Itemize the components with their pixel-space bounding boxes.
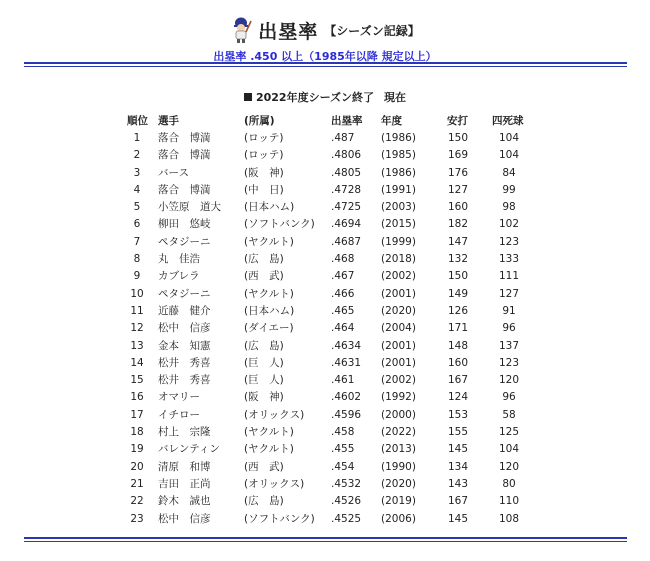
hits-cell: 167 — [447, 495, 469, 508]
team-cell: (オリックス) — [244, 477, 305, 490]
year-cell: (2015) — [381, 218, 416, 231]
player-cell: 近藤 健介 — [158, 304, 211, 317]
rank-cell: 2 — [133, 149, 141, 162]
obp-cell: .4602 — [331, 391, 362, 404]
rank-cell: 5 — [133, 201, 141, 214]
obp-cell: .4725 — [331, 201, 362, 214]
team-cell: (ヤクルト) — [244, 287, 294, 300]
team-cell: (西 武) — [244, 460, 284, 473]
obp-cell: .458 — [331, 426, 355, 439]
column-header-hits: 安打 — [447, 115, 468, 127]
team-cell: (ソフトバンク) — [244, 218, 315, 231]
hits-cell: 145 — [447, 512, 469, 525]
page-subtitle: 出塁率 .450 以上（1985年以降 規定以上） — [213, 50, 437, 63]
top-divider — [24, 62, 627, 67]
year-cell: (1985) — [381, 149, 416, 162]
team-cell: (日本ハム) — [244, 304, 295, 317]
year-cell: (1991) — [381, 183, 416, 196]
walks-cell: 99 — [502, 183, 516, 196]
rank-cell: 11 — [130, 304, 144, 317]
year-cell: (2002) — [381, 270, 416, 283]
table-row — [0, 303, 650, 320]
obp-cell: .487 — [331, 132, 355, 144]
player-cell: 松中 信彦 — [158, 512, 211, 525]
obp-cell: .4526 — [331, 495, 362, 508]
team-cell: (阪 神) — [244, 166, 284, 179]
hits-cell: 153 — [447, 408, 469, 421]
rank-cell: 10 — [130, 287, 144, 300]
walks-cell: 120 — [498, 460, 520, 473]
rank-cell: 16 — [130, 391, 144, 404]
table-row — [0, 199, 650, 216]
obp-cell: .4687 — [331, 235, 362, 248]
rank-cell: 7 — [133, 235, 141, 248]
table-row — [0, 493, 650, 510]
walks-cell: 120 — [498, 374, 520, 387]
year-cell: (1986) — [381, 166, 416, 179]
rank-cell: 15 — [130, 374, 144, 387]
hits-cell: 145 — [447, 443, 469, 456]
team-cell: (日本ハム) — [244, 201, 295, 214]
team-cell: (広 島) — [244, 339, 284, 352]
table-row — [0, 424, 650, 441]
table-row — [0, 130, 650, 147]
obp-cell: .466 — [331, 287, 355, 300]
player-cell: 落合 博満 — [158, 132, 211, 144]
column-header-walks: 四死球 — [492, 115, 524, 127]
year-cell: (2002) — [381, 374, 416, 387]
team-cell: (ロッテ) — [244, 149, 284, 162]
walks-cell: 110 — [498, 495, 520, 508]
walks-cell: 96 — [502, 391, 516, 404]
team-cell: (ヤクルト) — [244, 443, 294, 456]
table-row — [0, 511, 650, 528]
table-row — [0, 338, 650, 355]
team-cell: (ヤクルト) — [244, 235, 294, 248]
table-row — [0, 407, 650, 424]
year-cell: (2004) — [381, 322, 416, 335]
obp-cell: .4805 — [331, 166, 362, 179]
player-cell: バレンティン — [158, 443, 220, 456]
player-cell: 清原 和博 — [158, 460, 211, 473]
rank-cell: 9 — [133, 270, 141, 283]
rank-cell: 14 — [130, 356, 144, 369]
year-cell: (2006) — [381, 512, 416, 525]
walks-cell: 111 — [498, 270, 520, 283]
season-status — [0, 89, 650, 105]
walks-cell: 102 — [498, 218, 520, 231]
hits-cell: 169 — [447, 149, 469, 162]
column-header-obp: 出塁率 — [331, 115, 363, 127]
year-cell: (2003) — [381, 201, 416, 214]
hits-cell: 148 — [447, 339, 469, 352]
team-cell: (ダイエー) — [244, 322, 294, 335]
page-header — [0, 16, 650, 64]
obp-cell: .4596 — [331, 408, 362, 421]
obp-cell: .4631 — [331, 356, 362, 369]
rank-cell: 23 — [130, 512, 144, 525]
player-cell: 鈴木 誠也 — [158, 495, 211, 508]
team-cell: (西 武) — [244, 270, 284, 283]
baseball-player-icon — [230, 16, 252, 44]
walks-cell: 91 — [502, 304, 516, 317]
obp-cell: .4634 — [331, 339, 362, 352]
year-cell: (2018) — [381, 253, 416, 266]
title-bracket: 【シーズン記録】 — [324, 23, 420, 38]
team-cell: (広 島) — [244, 495, 284, 508]
team-cell: (ソフトバンク) — [244, 512, 315, 525]
hits-cell: 150 — [447, 132, 469, 144]
table-row — [0, 389, 650, 406]
status-label: 2022年度シーズン終了 — [255, 91, 375, 104]
obp-cell: .461 — [331, 374, 355, 387]
walks-cell: 104 — [498, 132, 520, 144]
rank-cell: 17 — [130, 408, 144, 421]
year-cell: (2019) — [381, 495, 416, 508]
team-cell: (巨 人) — [244, 374, 284, 387]
table-row — [0, 286, 650, 303]
table-row — [0, 165, 650, 182]
title-row — [0, 16, 650, 44]
rank-cell: 8 — [133, 253, 141, 266]
year-cell: (2001) — [381, 356, 416, 369]
hits-cell: 124 — [447, 391, 469, 404]
hits-cell: 132 — [447, 253, 469, 266]
table-row — [0, 320, 650, 337]
hits-cell: 182 — [447, 218, 469, 231]
walks-cell: 127 — [498, 287, 520, 300]
walks-cell: 84 — [502, 166, 516, 179]
hits-cell: 176 — [447, 166, 469, 179]
player-cell: イチロー — [158, 408, 200, 421]
team-cell: (ヤクルト) — [244, 426, 294, 439]
team-cell: (巨 人) — [244, 356, 284, 369]
hits-cell: 149 — [447, 287, 469, 300]
column-header-player: 選手 — [158, 115, 179, 127]
rank-cell: 21 — [130, 477, 144, 490]
column-header-rank: 順位 — [127, 115, 148, 127]
table-row — [0, 441, 650, 458]
table-header-row — [0, 112, 650, 130]
year-cell: (2020) — [381, 304, 416, 317]
walks-cell: 137 — [498, 339, 520, 352]
rank-cell: 1 — [133, 132, 141, 144]
year-cell: (1990) — [381, 460, 416, 473]
walks-cell: 104 — [498, 443, 520, 456]
column-header-team: (所属) — [244, 115, 275, 127]
player-cell: 松中 信彦 — [158, 322, 211, 335]
status-suffix: 現在 — [384, 91, 407, 104]
walks-cell: 98 — [502, 201, 516, 214]
hits-cell: 150 — [447, 270, 469, 283]
hits-cell: 160 — [447, 201, 469, 214]
year-cell: (2001) — [381, 339, 416, 352]
obp-cell: .467 — [331, 270, 355, 283]
obp-cell: .4694 — [331, 218, 362, 231]
rank-cell: 19 — [130, 443, 144, 456]
table-row — [0, 268, 650, 285]
year-cell: (2001) — [381, 287, 416, 300]
rank-cell: 20 — [130, 460, 144, 473]
table-row — [0, 459, 650, 476]
player-cell: 村上 宗隆 — [158, 426, 211, 439]
bottom-divider — [24, 537, 627, 542]
obp-cell: .4525 — [331, 512, 362, 525]
table-row — [0, 251, 650, 268]
walks-cell: 80 — [502, 477, 516, 490]
obp-cell: .4728 — [331, 183, 362, 196]
obp-cell: .454 — [331, 460, 355, 473]
walks-cell: 133 — [498, 253, 520, 266]
team-cell: (阪 神) — [244, 391, 284, 404]
team-cell: (オリックス) — [244, 408, 305, 421]
year-cell: (1992) — [381, 391, 416, 404]
table-row — [0, 372, 650, 389]
table-row — [0, 147, 650, 164]
player-cell: ペタジーニ — [158, 235, 211, 248]
hits-cell: 167 — [447, 374, 469, 387]
team-cell: (広 島) — [244, 253, 284, 266]
player-cell: 落合 博満 — [158, 149, 211, 162]
rank-cell: 13 — [130, 339, 144, 352]
hits-cell: 147 — [447, 235, 469, 248]
column-header-year: 年度 — [381, 115, 402, 127]
table-row — [0, 182, 650, 199]
year-cell: (2020) — [381, 477, 416, 490]
obp-cell: .465 — [331, 304, 355, 317]
table-row — [0, 476, 650, 493]
walks-cell: 96 — [502, 322, 516, 335]
team-cell: (ロッテ) — [244, 132, 284, 144]
player-cell: オマリー — [158, 391, 200, 404]
player-cell: カブレラ — [158, 270, 200, 283]
obp-cell: .455 — [331, 443, 355, 456]
page-title: 出塁率 — [258, 20, 319, 43]
player-cell: 金本 知憲 — [158, 339, 211, 352]
player-cell: バース — [158, 166, 189, 179]
year-cell: (1986) — [381, 132, 416, 144]
team-cell: (中 日) — [244, 183, 284, 196]
player-cell: 松井 秀喜 — [158, 356, 211, 369]
obp-record-table — [0, 112, 650, 528]
walks-cell: 58 — [502, 408, 516, 421]
player-cell: ペタジーニ — [158, 287, 211, 300]
table-row — [0, 234, 650, 251]
player-cell: 吉田 正尚 — [158, 477, 211, 490]
obp-cell: .4806 — [331, 149, 362, 162]
rank-cell: 4 — [133, 183, 141, 196]
hits-cell: 127 — [447, 183, 469, 196]
rank-cell: 22 — [130, 495, 144, 508]
rank-cell: 6 — [133, 218, 141, 231]
hits-cell: 134 — [447, 460, 469, 473]
square-bullet-icon — [244, 93, 252, 101]
player-cell: 丸 佳浩 — [158, 253, 200, 266]
walks-cell: 108 — [498, 512, 520, 525]
year-cell: (2013) — [381, 443, 416, 456]
table-row — [0, 216, 650, 233]
year-cell: (2000) — [381, 408, 416, 421]
obp-cell: .4532 — [331, 477, 362, 490]
hits-cell: 160 — [447, 356, 469, 369]
hits-cell: 155 — [447, 426, 469, 439]
hits-cell: 126 — [447, 304, 469, 317]
table-row — [0, 355, 650, 372]
walks-cell: 123 — [498, 356, 520, 369]
player-cell: 柳田 悠岐 — [158, 218, 211, 231]
year-cell: (2022) — [381, 426, 416, 439]
walks-cell: 123 — [498, 235, 520, 248]
obp-cell: .468 — [331, 253, 355, 266]
rank-cell: 3 — [133, 166, 141, 179]
hits-cell: 171 — [447, 322, 469, 335]
hits-cell: 143 — [447, 477, 469, 490]
rank-cell: 18 — [130, 426, 144, 439]
walks-cell: 104 — [498, 149, 520, 162]
player-cell: 落合 博満 — [158, 183, 211, 196]
player-cell: 小笠原 道大 — [158, 201, 221, 214]
walks-cell: 125 — [498, 426, 520, 439]
player-cell: 松井 秀喜 — [158, 374, 211, 387]
rank-cell: 12 — [130, 322, 144, 335]
year-cell: (1999) — [381, 235, 416, 248]
obp-cell: .464 — [331, 322, 355, 335]
